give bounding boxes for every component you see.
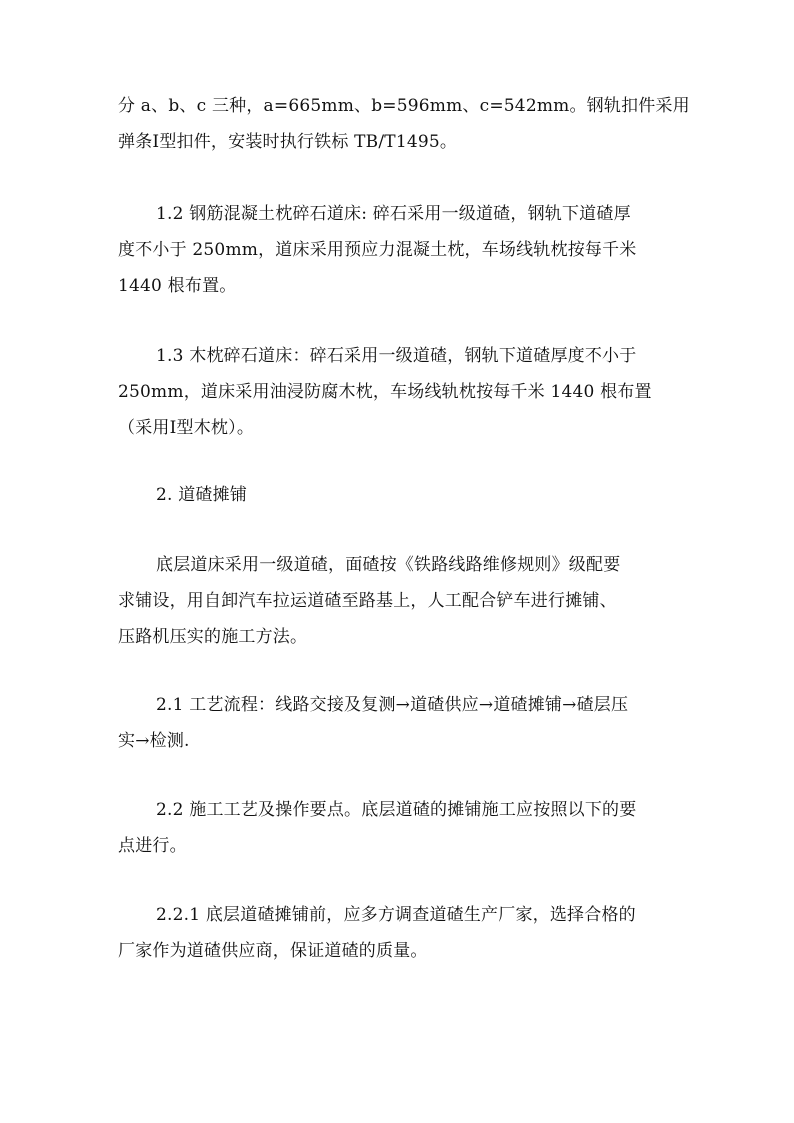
paragraph-section-2-intro — [118, 547, 678, 655]
text-line: 1.2 钢筋混凝土枕碎石道床: 碎石采用一级道碴，钢轨下道碴厚 — [156, 204, 631, 224]
text-line: 1.3 木枕碎石道床：碎石采用一级道碴，钢轨下道碴厚度不小于 — [156, 346, 637, 366]
paragraph-section-1-2 — [118, 196, 678, 304]
text-line: 2.2.1 底层道碴摊铺前，应多方调查道碴生产厂家，选择合格的 — [156, 905, 636, 925]
paragraph-section-1-3 — [118, 338, 678, 446]
text-line: 度不小于 250mm，道床采用预应力混凝土枕，车场线轨枕按每千米 — [118, 240, 637, 260]
text-line: （采用Ⅰ型木枕）。 — [118, 418, 255, 438]
text-line: 1440 根布置。 — [118, 276, 237, 296]
text-line: 底层道床采用一级道碴，面碴按《铁路线路维修规则》级配要 — [156, 555, 621, 575]
paragraph-section-2-1 — [118, 687, 678, 759]
text-line: 2.1 工艺流程：线路交接及复测→道碴供应→道碴摊铺→碴层压 — [156, 695, 629, 715]
paragraph-section-2-2-1 — [118, 897, 678, 969]
text-line: 压路机压实的施工方法。 — [118, 627, 308, 647]
section-heading-2 — [118, 477, 678, 513]
text-line: 求铺设，用自卸汽车拉运道碴至路基上，人工配合铲车进行摊铺、 — [118, 591, 617, 611]
paragraph-rail-fastener-spec — [118, 88, 690, 160]
text-line: 厂家作为道碴供应商，保证道碴的质量。 — [118, 941, 428, 961]
paragraph-section-2-2 — [118, 792, 678, 864]
text-line: 弹条Ⅰ型扣件，安装时执行铁标 TB/T1495。 — [118, 132, 458, 152]
text-line: 分 a、b、c 三种，a=665mm、b=596mm、c=542mm。钢轨扣件采用 — [118, 96, 690, 116]
text-line: 2.2 施工工艺及操作要点。底层道碴的摊铺施工应按照以下的要 — [156, 800, 637, 820]
text-line: 实→检测. — [118, 731, 190, 751]
text-line: 250mm，道床采用油浸防腐木枕，车场线轨枕按每千米 1440 根布置 — [118, 382, 652, 402]
heading-text: 2. 道碴摊铺 — [156, 485, 248, 505]
text-line: 点进行。 — [118, 836, 187, 856]
